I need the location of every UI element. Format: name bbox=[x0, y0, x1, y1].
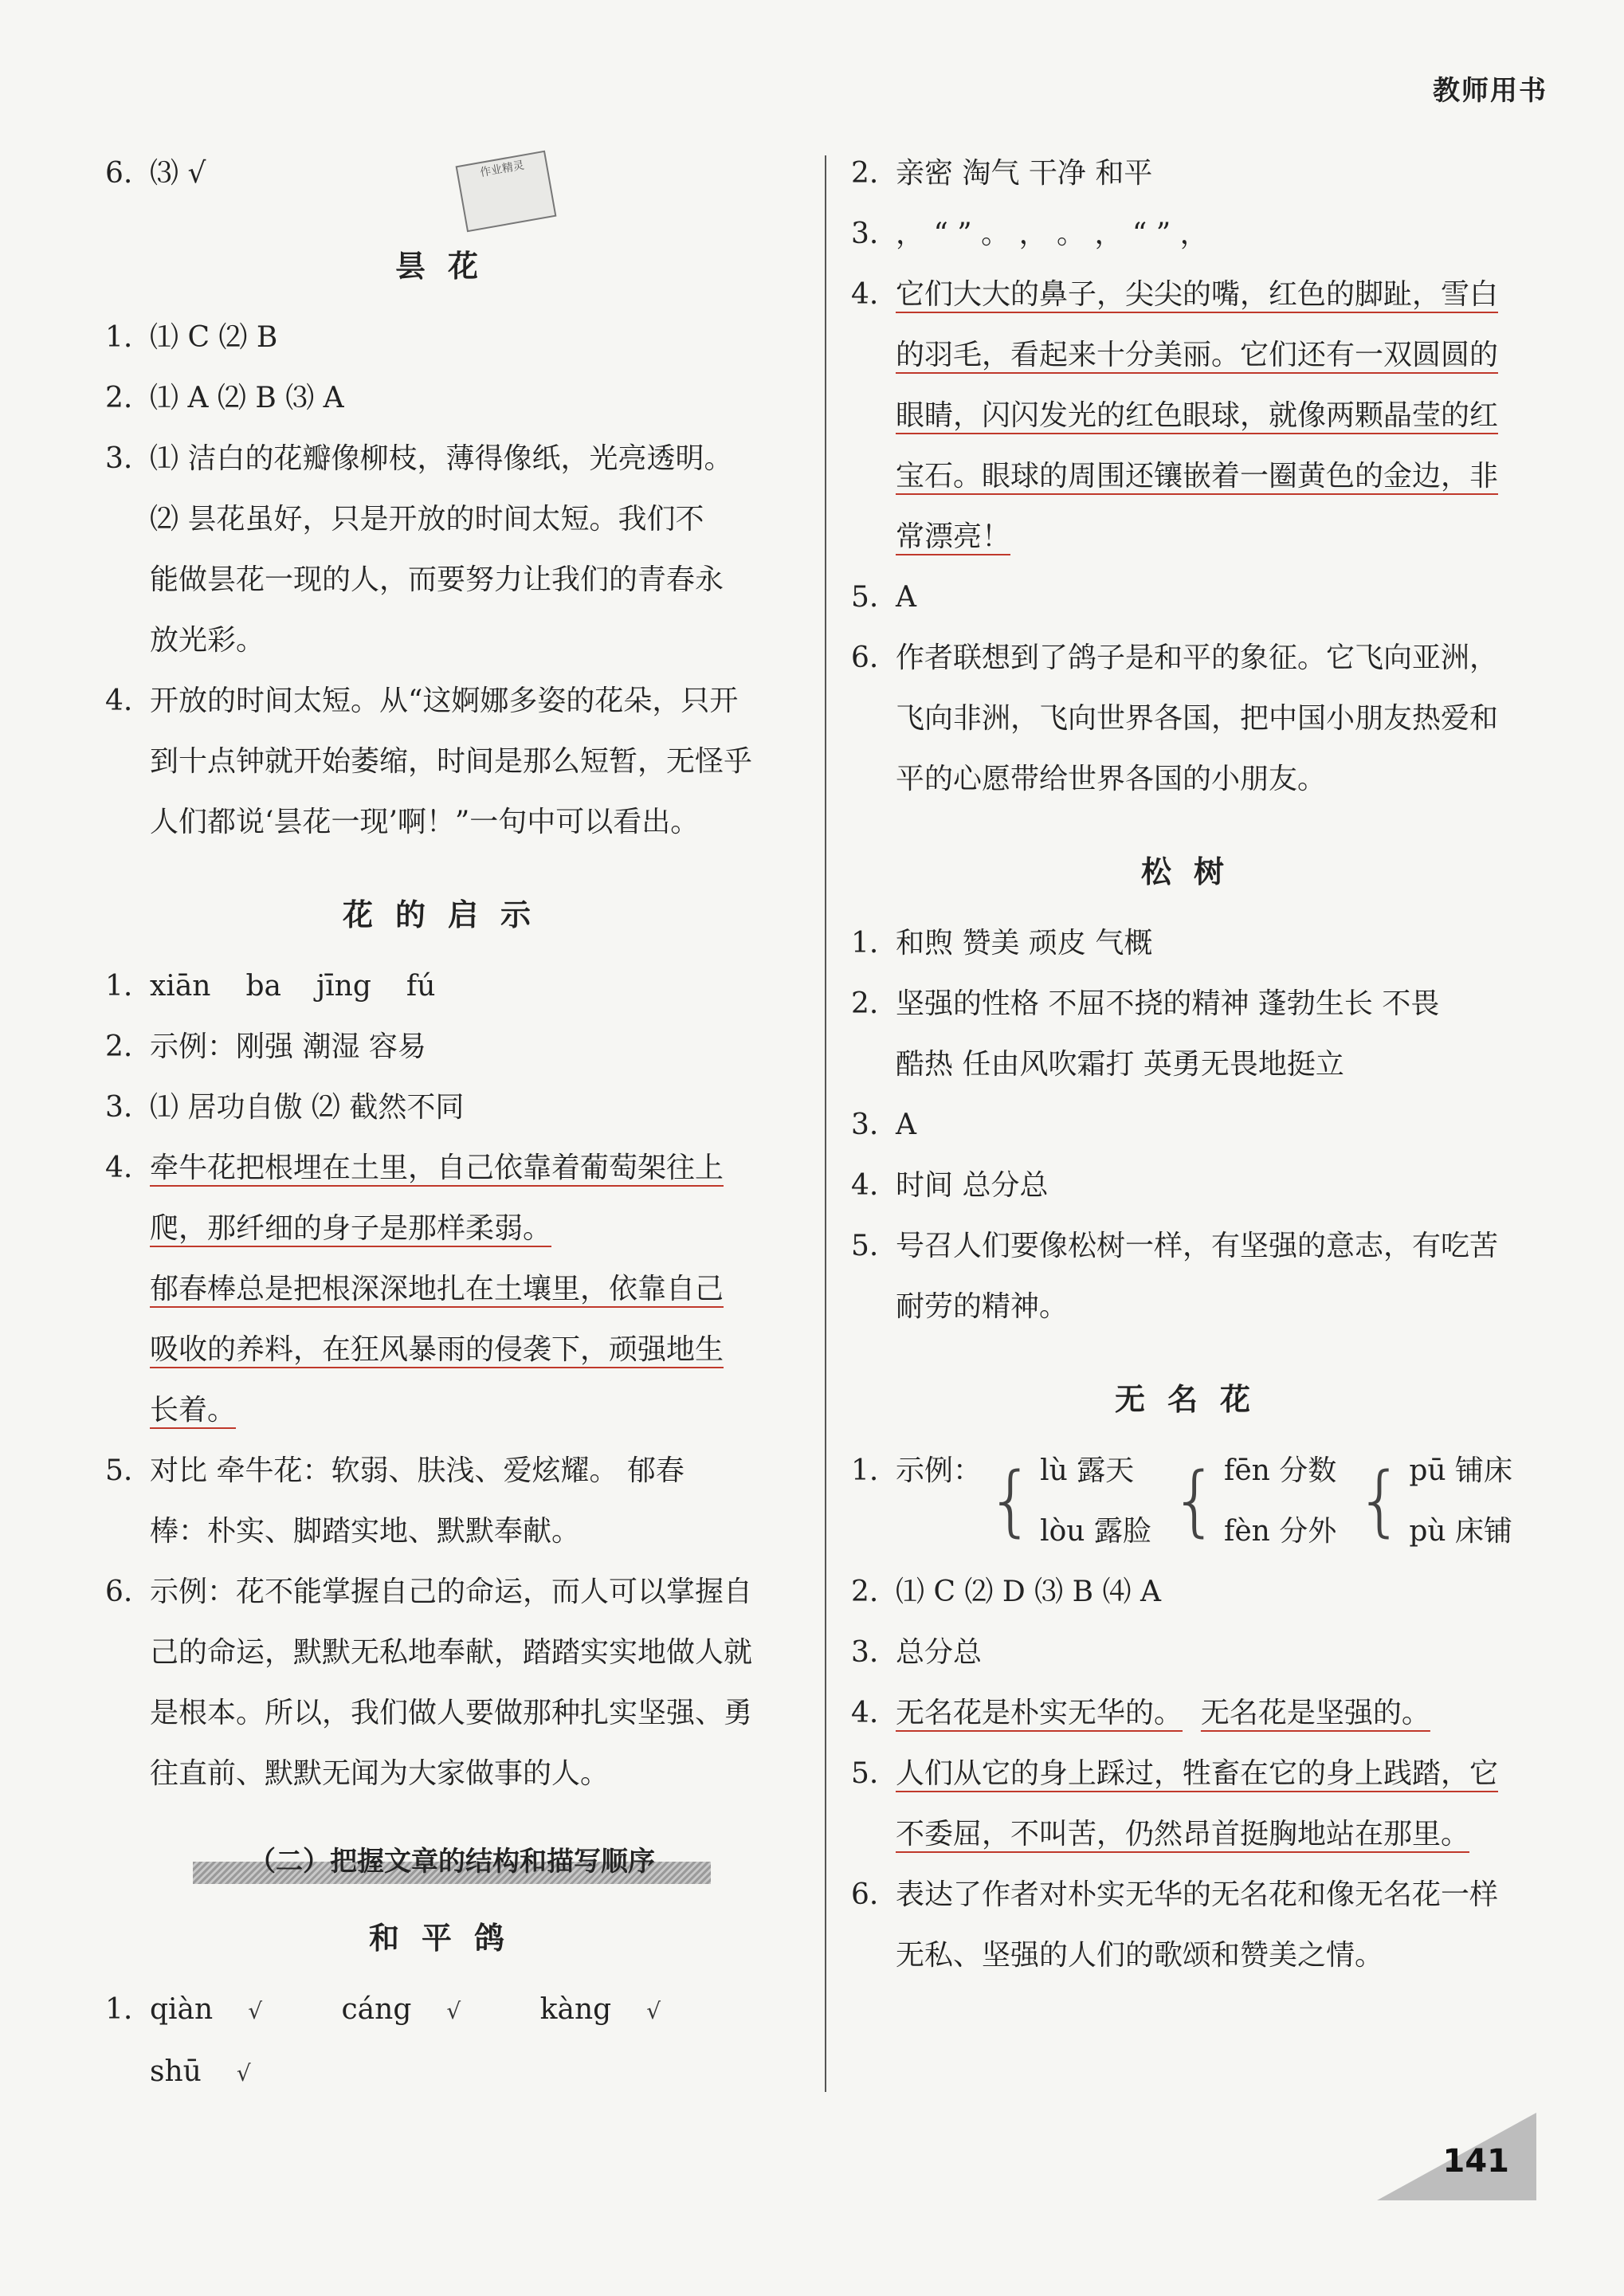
answer-item: 6. 示例：花不能掌握自己的命运，而人可以掌握自 己的命运，默默无私地奉献，踏踏实实地做人就 是根本。所以，我们做人要做那种扎实坚强、勇 往直前、默默无闻为大家做事的人。 bbox=[105, 1576, 753, 1790]
answer-item: 4. 牵牛花把根埋在土里，自己依靠着葡萄架往上 爬，那纤细的身子是那样柔弱。 郁春棒总是把根深深地扎在土壤里，依靠自己 吸收的养料，在狂风暴雨的侵袭下，顽强地生 长着。 bbox=[105, 1152, 724, 1427]
left-column bbox=[105, 143, 790, 2104]
brace-icon: { bbox=[987, 1456, 1036, 1545]
answer-item: 3. ， “ ” 。 ， 。 ， “ ” ， bbox=[851, 218, 1209, 250]
page-number: 141 bbox=[1442, 2143, 1509, 2180]
section-title-wuminghua: 无名花 bbox=[1114, 1382, 1273, 1417]
answer-item: 1. xiān ba jīng fú bbox=[105, 970, 436, 1003]
brace-icon: { bbox=[1170, 1456, 1219, 1545]
section-title-tanhua: 昙花 bbox=[394, 249, 500, 284]
header-title: 教师用书 bbox=[1433, 75, 1548, 107]
section-title-songshu: 松树 bbox=[1140, 854, 1246, 889]
answer-item: 1. 和煦 赞美 顽皮 气概 bbox=[851, 927, 1153, 960]
answer-item: 5. A bbox=[851, 581, 916, 614]
right-column bbox=[851, 143, 1536, 1986]
answer-item: 6. 作者联想到了鸽子是和平的象征。它飞向亚洲， 飞向非洲，飞向世界各国，把中国小朋友热爱和 平的心愿带给世界各国的小朋友。 bbox=[851, 642, 1499, 795]
answer-item: 2. ⑴ A ⑵ B ⑶ A bbox=[105, 382, 344, 414]
brace-icon: { bbox=[1355, 1456, 1405, 1545]
answer-item: 5. 对比 牵牛花：软弱、肤浅、爱炫耀。 郁春 棒：朴实、脚踏实地、默默奉献。 bbox=[105, 1454, 685, 1548]
answer-item: 5. 号召人们要像松树一样，有坚强的意志，有吃苦 耐劳的精神。 bbox=[851, 1230, 1499, 1323]
column-divider bbox=[825, 155, 826, 2092]
answer-item: 3. ⑴ 居功自傲 ⑵ 截然不同 bbox=[105, 1091, 465, 1124]
answer-item: 2. ⑴ C ⑵ D ⑶ B ⑷ A bbox=[851, 1576, 1161, 1608]
answer-item: 4. 开放的时间太短。从“这婀娜多姿的花朵，只开 到十点钟就开始萎缩，时间是那么短暂，无怪乎 人们都说‘昙花一现’啊！”一句中可以看出。 bbox=[105, 685, 753, 838]
answer-item: 6. 表达了作者对朴实无华的无名花和像无名花一样 无私、坚强的人们的歌颂和赞美之情。 bbox=[851, 1878, 1499, 1972]
answer-item: 4. 无名花是朴实无华的。 无名花是坚强的。 bbox=[851, 1697, 1430, 1729]
section-title-hepingge: 和平鸽 bbox=[368, 1921, 527, 1956]
answer-item: 1. qiàn √ cáng √ kàng √ shū √ bbox=[105, 1993, 661, 2088]
answer-item: 1. ⑴ C ⑵ B bbox=[105, 321, 278, 354]
answer-item: 3. 总分总 bbox=[851, 1636, 983, 1669]
answer-item: 6. ⑶ √ bbox=[105, 157, 206, 190]
section-title-huaqishi: 花的启示 bbox=[342, 897, 553, 932]
answer-item: 3. A bbox=[851, 1109, 916, 1141]
answer-item: 4. 时间 总分总 bbox=[851, 1169, 1049, 1202]
section-banner: （二）把握文章的结构和描写顺序 bbox=[193, 1839, 711, 1884]
answer-item: 2. 亲密 淘气 干净 和平 bbox=[851, 157, 1153, 190]
answer-item: 4. 它们大大的鼻子，尖尖的嘴，红色的脚趾，雪白 的羽毛，看起来十分美丽。它们还有一双圆圆的 眼睛，闪闪发光的红色眼球，就像两颗晶莹的红 宝石。眼球的周围还镶嵌着一圈黄色的金边，非 常漂亮！ bbox=[851, 278, 1499, 553]
answer-item: 3. ⑴ 洁白的花瓣像柳枝，薄得像纸，光亮透明。 ⑵ 昙花虽好，只是开放的时间太短。我们不 能做昙花一现的人，而要努力让我们的青春永 放光彩。 bbox=[105, 442, 733, 657]
answer-item: 1. 示例： { lù 露天 lòu 露脸 { fēn 分数 fèn 分外 { pū 铺床 pù 床铺 bbox=[851, 1441, 1536, 1562]
answer-item: 5. 人们从它的身上踩过，牲畜在它的身上践踏，它 不委屈，不叫苦，仍然昂首挺胸地站在那里。 bbox=[851, 1757, 1499, 1851]
stamp-text: 作业精灵 bbox=[479, 159, 526, 180]
answer-item: 2. 示例：刚强 潮湿 容易 bbox=[105, 1030, 426, 1063]
answer-item: 2. 坚强的性格 不屈不挠的精神 蓬勃生长 不畏 酷热 任由风吹霜打 英勇无畏地挺立 bbox=[851, 987, 1440, 1081]
page-number-badge bbox=[1377, 2113, 1536, 2200]
